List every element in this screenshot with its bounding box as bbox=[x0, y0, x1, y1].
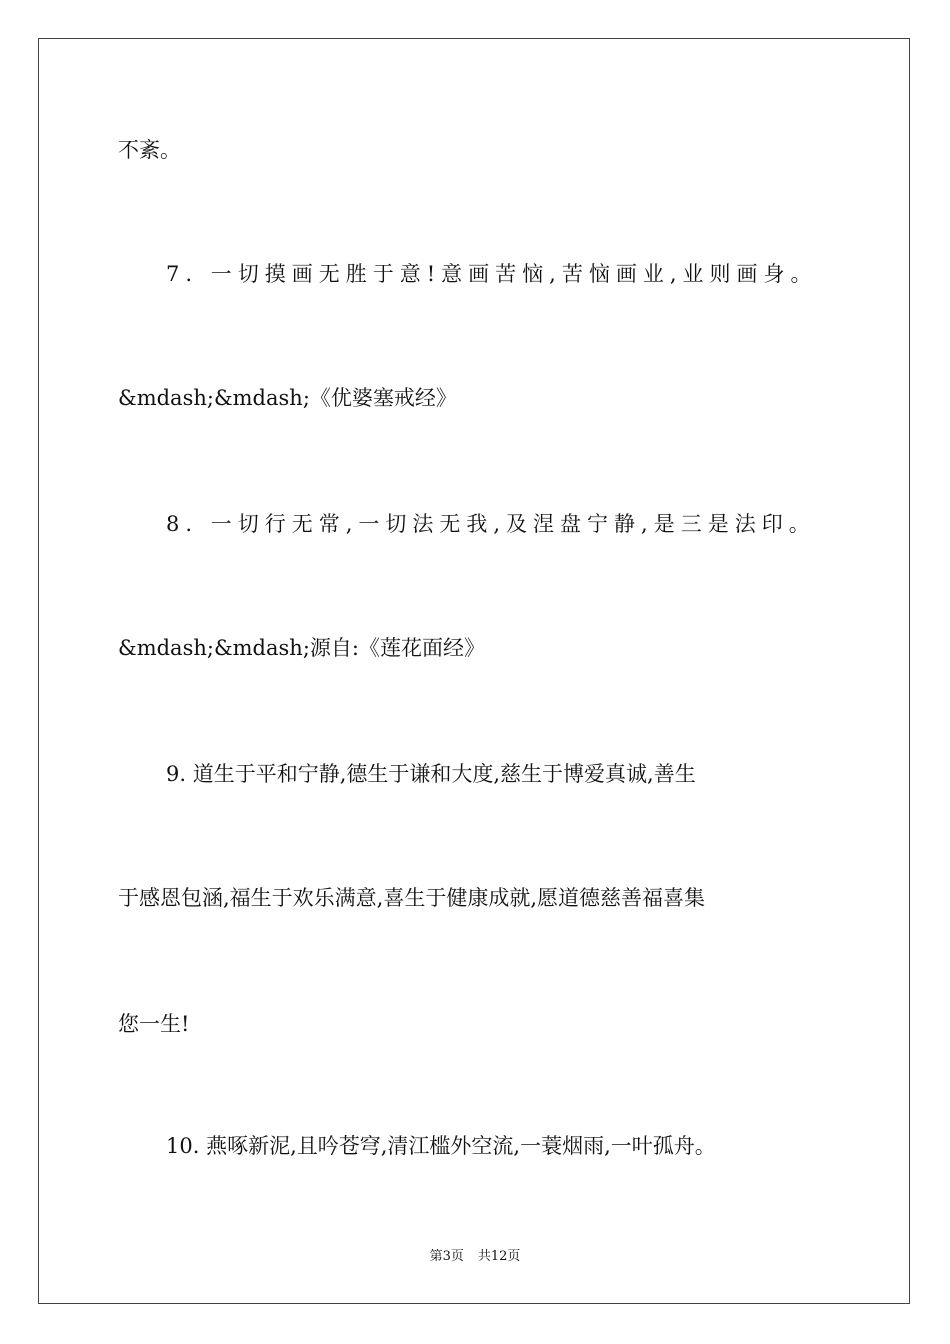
quote-8: 8. 一切行无常,一切法无我,及涅盘宁静,是三是法印。 bbox=[166, 512, 816, 536]
quote-9-line-3: 您一生! bbox=[118, 1012, 190, 1036]
page-footer bbox=[0, 1248, 950, 1266]
page-number: 第3页 bbox=[429, 1249, 464, 1264]
quote-9-line-1: 9. 道生于平和宁静,德生于谦和大度,慈生于博爱真诚,善生 bbox=[166, 762, 696, 786]
text-line-1: 不紊。 bbox=[118, 138, 181, 162]
quote-7: 7. 一切摸画无胜于意!意画苦恼,苦恼画业,业则画身。 bbox=[166, 262, 818, 286]
quote-9-line-2: 于感恩包涵,福生于欢乐满意,喜生于健康成就,愿道德慈善福喜集 bbox=[118, 886, 706, 910]
page-total: 共12页 bbox=[477, 1249, 521, 1264]
source-line-7: &mdash;&mdash;《优婆塞戒经》 bbox=[118, 386, 457, 410]
page-frame bbox=[38, 38, 910, 1304]
source-line-8: &mdash;&mdash;源自:《莲花面经》 bbox=[118, 636, 485, 660]
quote-10: 10. 燕啄新泥,且吟苍穹,清江槛外空流,一蓑烟雨,一叶孤舟。 bbox=[166, 1134, 716, 1158]
